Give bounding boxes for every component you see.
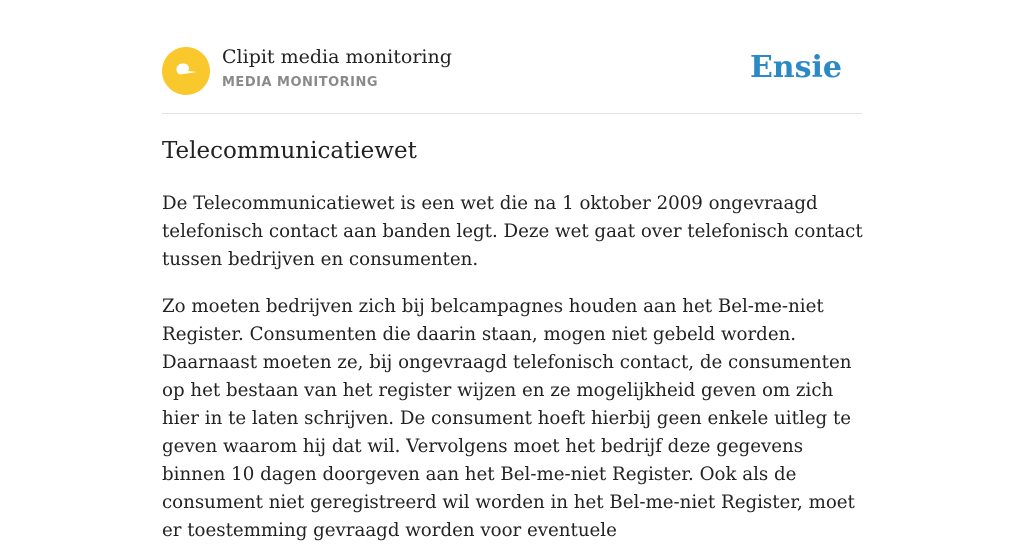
site-title[interactable]: Clipit media monitoring	[222, 46, 452, 68]
article-paragraph: De Telecommunicatiewet is een wet die na 1 oktober 2009 ongevraagd telefonisch contact aan banden legt. Deze wet gaat over telefonisch contact tussen bedrijven en consumenten.	[162, 193, 863, 270]
speech-bubble-glyph	[162, 47, 210, 95]
header	[162, 0, 862, 114]
speech-bubble-icon[interactable]	[162, 47, 210, 95]
article-paragraph: Zo moeten bedrijven zich bij belcampagnes houden aan het Bel-me-niet Register. Consumenten die daarin staan, mogen niet gebeld worden. Daarnaast moeten ze, bij ongevraagd telefonisch contact, de consumenten op het bestaan van het register wijzen en ze mogelijkheid geven om zich hier in te laten schrijven. De consument hoeft hierbij geen enkele uitleg te geven waarom hij dat wil. Vervolgens moet het bedrijf deze gegevens binnen 10 dagen doorgeven aan het Bel-me-niet Register. Ook als de consument niet geregistreerd wil worden in het Bel-me-niet Register, moet er toestemming gevraagd worden voor eventuele	[162, 296, 855, 541]
page-title: Telecommunicatiewet	[162, 138, 417, 164]
site-subtitle: MEDIA MONITORING	[222, 75, 379, 90]
brand-logo[interactable]: Ensie	[749, 50, 842, 85]
page-container	[162, 0, 863, 541]
